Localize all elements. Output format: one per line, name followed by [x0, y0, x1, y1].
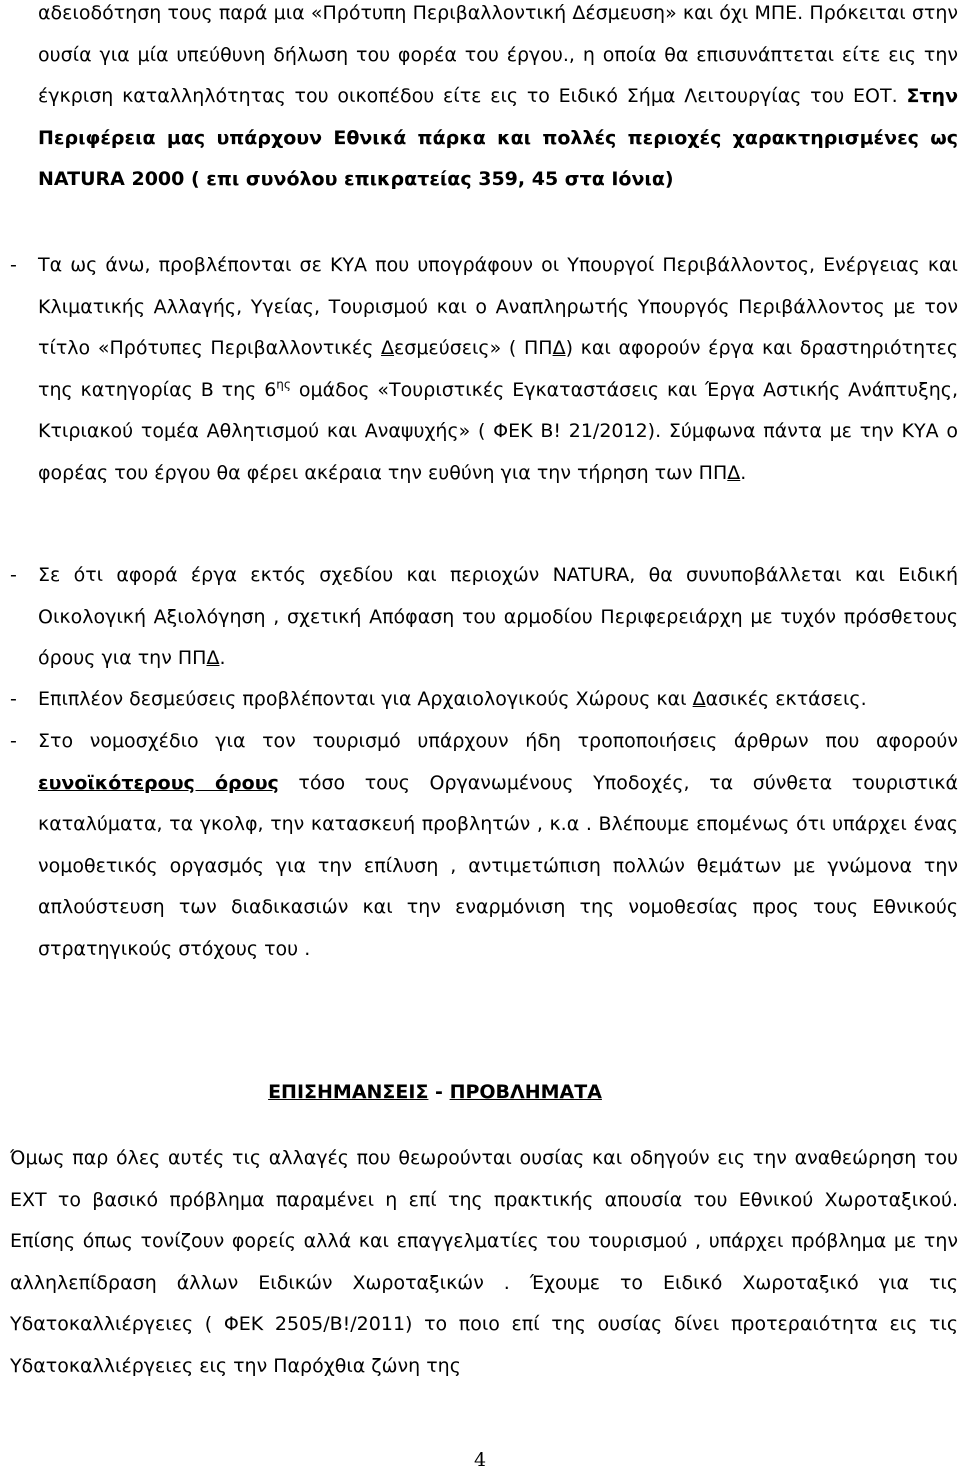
- list-item-text: [38, 721, 958, 971]
- list-dash: -: [10, 254, 17, 276]
- list-dash: -: [10, 564, 17, 586]
- superscript: ης: [276, 377, 291, 392]
- closing-paragraph: Όμως παρ όλες αυτές τις αλλαγές που θεωρούνται ουσίας και οδηγούν εις την αναθεώρηση του ΕΧΤ το βασικό πρόβλημα παραμένει η επί της πρακτικής απουσία του Εθνικού Χωροταξικού. Επίσης όπως τονίζουν φορείς αλλά και επαγγελματίες του τουρισμού , υπάρχει πρόβλημα με την αλληλεπίδραση άλλων Ειδικών Χωροταξικών . Έχουμε το Ειδικό Χωροταξικό για τις Υδατοκαλλιέργειες ( ΦΕΚ 2505/Β!/2011) το ποιο επί της ουσίας δίνει προτεραιότητα εις τις Υδατοκαλλιέργειες εις την Παρόχθια ζώνη της: [10, 1147, 958, 1377]
- list-item-text: [38, 245, 958, 495]
- intro-bold-text: Στην Περιφέρεια μας υπάρχουν Εθνικά πάρκα και πολλές περιοχές χαρακτηρισμένες ως NATURA 2000 ( επι συνόλου επικρατείας 359, 45 στα Ιόνια): [38, 85, 959, 191]
- heading-part: ΕΠΙΣΗΜΑΝΣΕΙΣ: [268, 1081, 429, 1103]
- underlined-letter: Δ: [552, 337, 566, 360]
- list-text-segment: τόσο τους Οργανωμένους Υποδοχές, τα σύνθετα τουριστικά καταλύματα, τα γκολφ, την κατασκευή προβλητών , κ.α . Βλέπουμε επομένως ότι υπάρχει ένας νομοθετικός οργασμός για την επίλυση , αντιμετώπιση πολλών θεμάτων με γνώμονα την απλούστευση των διαδικασιών και την εναρμόνιση της νομοθεσίας προς τους Εθνικούς στρατηγικούς στόχους του .: [38, 771, 958, 960]
- list-dash: -: [10, 730, 17, 752]
- underlined-letter: Δ: [381, 337, 395, 360]
- list-text-segment: Σε ότι αφορά έργα εκτός σχεδίου και περιοχών NATURA, θα συνυποβάλλεται και Ειδική Οικολογική Αξιολόγηση , σχετική Απόφαση του αρμοδίου Περιφερειάρχη με τυχόν πρόσθετους όρους για την ΠΠ: [38, 564, 958, 670]
- list-text-segment: εσμεύσεις» ( ΠΠ: [394, 337, 553, 360]
- list-text-segment: Τα ως άνω, προβλέπονται σε ΚΥΑ που υπογράφουν οι Υπουργοί Περιβάλλοντος, Ενέργειας και Κλιματικής Αλλαγής, Υγείας, Τουρισμού και ο Αναπληρωτής Υπουργός Περιβάλλοντος με τον τίτλο «Πρότυπες Περιβαλλοντικές: [38, 254, 958, 360]
- underlined-letter: Δ: [692, 688, 706, 710]
- list-text-segment: .: [219, 647, 226, 670]
- bold-underlined-phrase: ευνοϊκότερους όρους: [38, 771, 279, 794]
- heading-separator: -: [428, 1081, 450, 1103]
- intro-paragraph: [38, 0, 958, 201]
- list-text-segment: .: [740, 461, 747, 484]
- underlined-letter: Δ: [206, 647, 220, 670]
- intro-text: αδειοδότηση τους παρά μια «Πρότυπη Περιβαλλοντική Δέσμευση» και όχι ΜΠΕ. Πρόκειται στην ουσία για μία υπεύθυνη δήλωση του φορέα του έργου., η οποία θα επισυνάπτεται είτε εις την έγκριση καταλληλότητας του οικοπέδου είτε εις το Ειδικό Σήμα Λειτουργίας του ΕΟΤ.: [38, 2, 958, 108]
- list-text-segment: ) και αφορούν έργα και δραστηριότητες της κατηγορίας Β της 6: [38, 337, 958, 401]
- underlined-letter: Δ: [727, 461, 741, 484]
- heading-part: ΠΡΟΒΛΗΜΑΤΑ: [449, 1081, 602, 1103]
- page-number: 4: [473, 1449, 487, 1471]
- list-text-segment: Επιπλέον δεσμεύσεις προβλέπονται για Αρχαιολογικούς Χώρους και: [38, 688, 693, 710]
- list-dash: -: [10, 688, 17, 710]
- list-text-segment: ασικές εκτάσεις.: [705, 688, 867, 710]
- list-text-segment: ομάδος «Τουριστικές Εγκαταστάσεις και Έργα Αστικής Ανάπτυξης, Κτιριακού τομέα Αθλητισμού και Αναψυχής» ( ΦΕΚ Β! 21/2012). Σύμφωνα πάντα με την ΚΥΑ ο φορέας του έργου θα φέρει ακέραια την ευθύνη για την τήρηση των ΠΠ: [38, 378, 958, 484]
- section-heading: [0, 1077, 870, 1107]
- list-text-segment: Στο νομοσχέδιο για τον τουρισμό υπάρχουν ήδη τροποποιήσεις άρθρων που αφορούν: [38, 730, 958, 752]
- list-item-text: [38, 679, 958, 721]
- list-item-text: [38, 555, 958, 680]
